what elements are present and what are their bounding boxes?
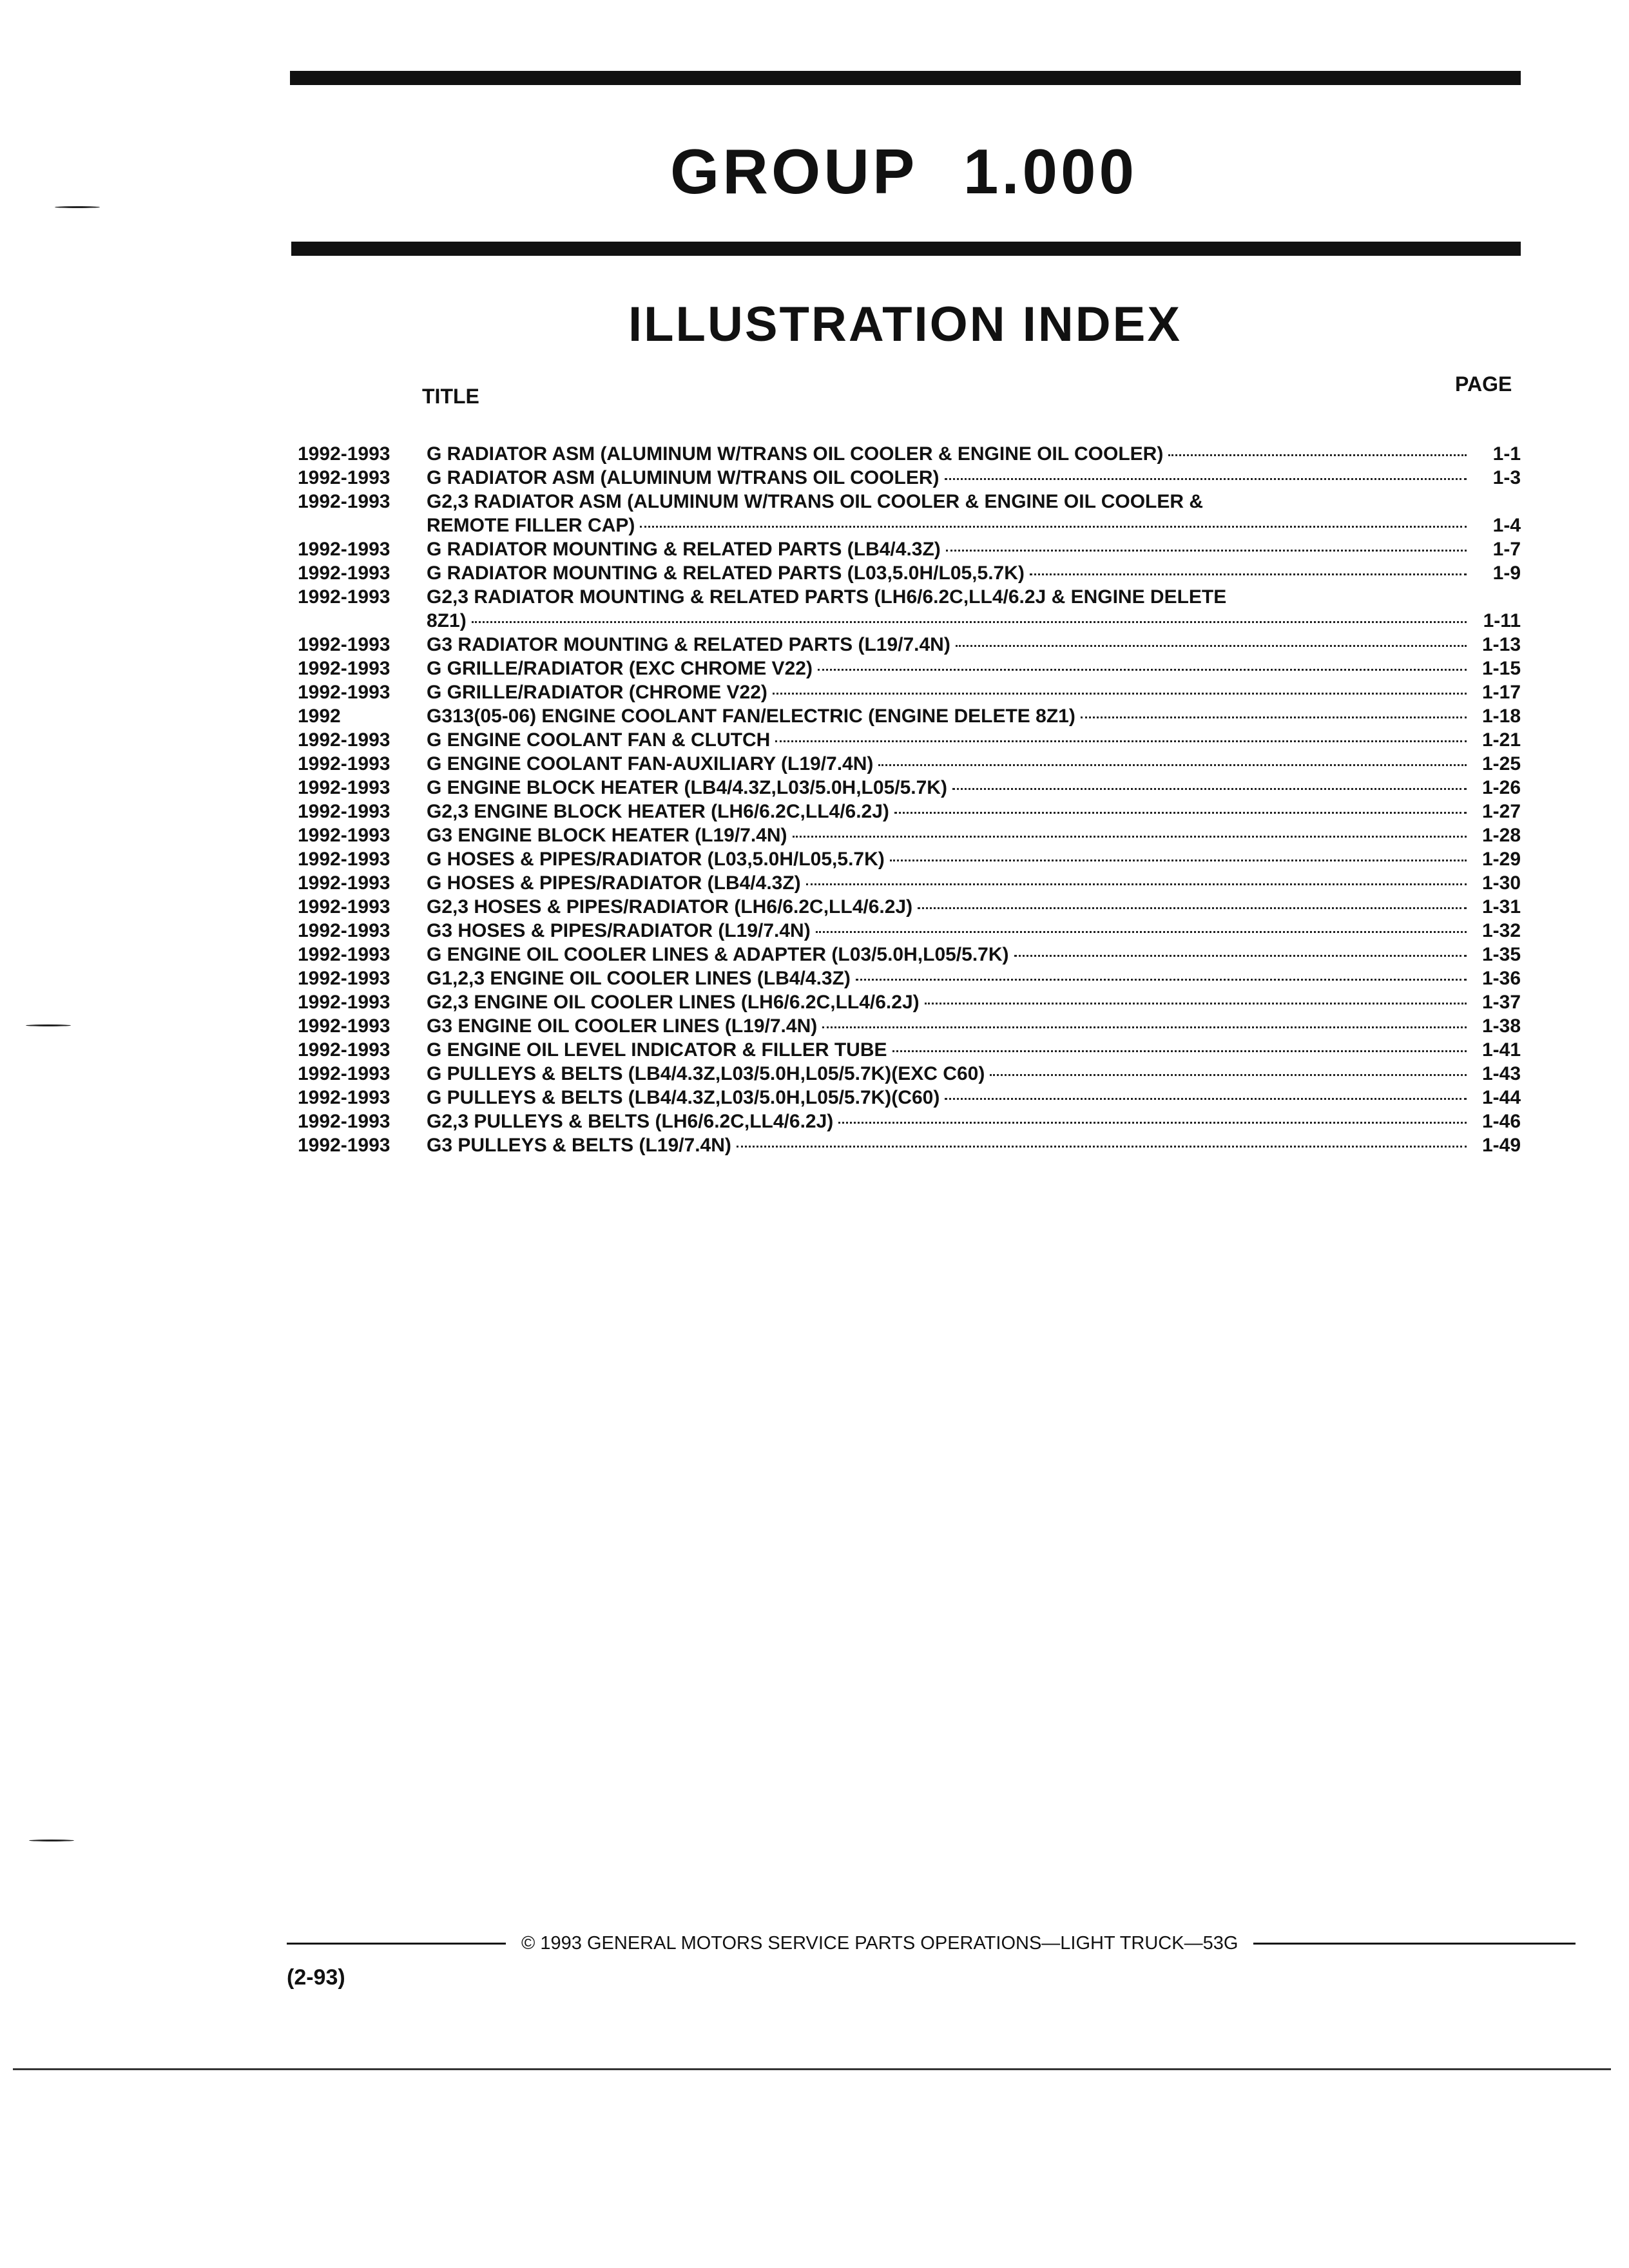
dot-leader <box>945 1097 1467 1100</box>
entry-page: 1-49 <box>1481 1135 1521 1156</box>
index-entry <box>298 920 1521 944</box>
entry-title: G GRILLE/RADIATOR (EXC CHROME V22) <box>427 658 813 679</box>
dot-leader <box>822 1026 1467 1028</box>
index-entry <box>298 586 1521 634</box>
entry-year: 1992-1993 <box>298 753 390 774</box>
entry-title: G ENGINE OIL COOLER LINES & ADAPTER (L03/5.0H,L05/5.7K) <box>427 944 1009 965</box>
dot-leader <box>892 1050 1467 1052</box>
entry-year: 1992-1993 <box>298 491 390 512</box>
index-entry <box>298 1063 1521 1087</box>
index-entry <box>298 491 1521 539</box>
dot-leader <box>838 1121 1467 1124</box>
scan-mark <box>55 206 100 208</box>
dot-leader <box>946 549 1467 552</box>
entry-title: G ENGINE COOLANT FAN & CLUTCH <box>427 729 771 751</box>
entry-page: 1-30 <box>1481 872 1521 894</box>
index-entry <box>298 729 1521 753</box>
entry-page: 1-3 <box>1492 467 1521 488</box>
entry-page: 1-15 <box>1481 658 1521 679</box>
dot-leader <box>472 620 1467 623</box>
entry-year: 1992-1993 <box>298 872 390 894</box>
index-entry <box>298 682 1521 706</box>
index-entry <box>298 1087 1521 1111</box>
index-entry <box>298 944 1521 968</box>
dot-leader <box>1081 716 1467 718</box>
dot-leader <box>890 859 1467 861</box>
index-entry <box>298 896 1521 920</box>
entry-year: 1992-1993 <box>298 586 390 608</box>
index-entry <box>298 634 1521 658</box>
entry-page: 1-1 <box>1492 443 1521 465</box>
entry-page: 1-11 <box>1483 610 1521 631</box>
entry-page: 1-13 <box>1481 634 1521 655</box>
entry-title: G2,3 PULLEYS & BELTS (LH6/6.2C,LL4/6.2J) <box>427 1111 834 1132</box>
entry-year: 1992-1993 <box>298 801 390 822</box>
index-entry <box>298 562 1521 586</box>
entry-page: 1-46 <box>1481 1111 1521 1132</box>
entry-page: 1-4 <box>1492 515 1521 536</box>
entry-year: 1992-1993 <box>298 443 390 465</box>
dot-leader <box>793 835 1467 838</box>
entry-title: G3 PULLEYS & BELTS (L19/7.4N) <box>427 1135 731 1156</box>
entry-year: 1992-1993 <box>298 467 390 488</box>
entry-page: 1-7 <box>1492 539 1521 560</box>
entry-year: 1992-1993 <box>298 825 390 846</box>
dot-leader <box>1014 954 1467 957</box>
middle-rule <box>291 242 1521 256</box>
index-entry <box>298 777 1521 801</box>
index-entry <box>298 1135 1521 1158</box>
entry-title: G RADIATOR MOUNTING & RELATED PARTS (LB4/4.3Z) <box>427 539 941 560</box>
bottom-scan-edge <box>13 2068 1611 2070</box>
illustration-index-list <box>298 443 1521 1158</box>
index-entry <box>298 992 1521 1015</box>
entry-year: 1992-1993 <box>298 658 390 679</box>
index-entry <box>298 658 1521 682</box>
dot-leader <box>918 907 1467 909</box>
entry-page: 1-41 <box>1481 1039 1521 1061</box>
entry-year: 1992-1993 <box>298 849 390 870</box>
entry-title: G3 RADIATOR MOUNTING & RELATED PARTS (L19/7.4N) <box>427 634 950 655</box>
entry-page: 1-35 <box>1481 944 1521 965</box>
dot-leader <box>806 883 1467 885</box>
entry-title: G2,3 ENGINE OIL COOLER LINES (LH6/6.2C,LL4/6.2J) <box>427 992 920 1013</box>
entry-title: G HOSES & PIPES/RADIATOR (LB4/4.3Z) <box>427 872 801 894</box>
dot-leader <box>1030 573 1467 575</box>
index-title: ILLUSTRATION INDEX <box>628 297 1182 352</box>
entry-title: G3 ENGINE OIL COOLER LINES (L19/7.4N) <box>427 1015 818 1037</box>
index-entry <box>298 968 1521 992</box>
entry-page: 1-43 <box>1481 1063 1521 1084</box>
entry-page: 1-36 <box>1481 968 1521 989</box>
entry-year: 1992-1993 <box>298 896 390 918</box>
scan-mark <box>29 1840 74 1841</box>
entry-year: 1992-1993 <box>298 1087 390 1108</box>
entry-title: G PULLEYS & BELTS (LB4/4.3Z,L03/5.0H,L05/5.7K)(EXC C60) <box>427 1063 985 1084</box>
scan-mark <box>26 1024 71 1026</box>
entry-year: 1992-1993 <box>298 634 390 655</box>
dot-leader <box>952 787 1467 790</box>
dot-leader <box>816 930 1467 933</box>
entry-page: 1-28 <box>1481 825 1521 846</box>
entry-title: G2,3 RADIATOR ASM (ALUMINUM W/TRANS OIL COOLER & ENGINE OIL COOLER & <box>427 491 1204 512</box>
index-entry <box>298 706 1521 729</box>
dot-leader <box>894 811 1467 814</box>
entry-year: 1992-1993 <box>298 1111 390 1132</box>
entry-year: 1992-1993 <box>298 1135 390 1156</box>
entry-page: 1-25 <box>1481 753 1521 774</box>
dot-leader <box>1168 454 1467 456</box>
dot-leader <box>737 1145 1467 1148</box>
index-entry <box>298 539 1521 562</box>
column-header-page: PAGE <box>1455 372 1512 396</box>
entry-title: G HOSES & PIPES/RADIATOR (L03,5.0H/L05,5.7K) <box>427 849 885 870</box>
entry-title: G2,3 ENGINE BLOCK HEATER (LH6/6.2C,LL4/6.2J) <box>427 801 889 822</box>
index-entry <box>298 1039 1521 1063</box>
entry-page: 1-21 <box>1481 729 1521 751</box>
footer <box>287 1933 1576 1954</box>
entry-title: G RADIATOR MOUNTING & RELATED PARTS (L03,5.0H/L05,5.7K) <box>427 562 1025 584</box>
index-entry <box>298 849 1521 872</box>
entry-title: G RADIATOR ASM (ALUMINUM W/TRANS OIL COOLER) <box>427 467 940 488</box>
index-entry <box>298 443 1521 467</box>
entry-title: G3 ENGINE BLOCK HEATER (L19/7.4N) <box>427 825 787 846</box>
entry-year: 1992-1993 <box>298 1063 390 1084</box>
entry-title: G3 HOSES & PIPES/RADIATOR (L19/7.4N) <box>427 920 811 941</box>
index-entry <box>298 467 1521 491</box>
index-entry <box>298 825 1521 849</box>
index-entry <box>298 753 1521 777</box>
entry-page: 1-38 <box>1481 1015 1521 1037</box>
dot-leader <box>956 644 1467 647</box>
entry-year: 1992-1993 <box>298 920 390 941</box>
entry-page: 1-32 <box>1481 920 1521 941</box>
dot-leader <box>856 978 1467 981</box>
entry-title: G2,3 HOSES & PIPES/RADIATOR (LH6/6.2C,LL4/6.2J) <box>427 896 913 918</box>
entry-page: 1-31 <box>1481 896 1521 918</box>
group-title: GROUP 1.000 <box>670 136 1138 207</box>
entry-title: G PULLEYS & BELTS (LB4/4.3Z,L03/5.0H,L05/5.7K)(C60) <box>427 1087 940 1108</box>
footer-rule-left <box>287 1943 506 1945</box>
column-header-title: TITLE <box>422 385 479 408</box>
dot-leader <box>640 525 1467 528</box>
dot-leader <box>775 740 1467 742</box>
dot-leader <box>773 692 1467 695</box>
footer-copyright: © 1993 GENERAL MOTORS SERVICE PARTS OPERATIONS—LIGHT TRUCK—53G <box>521 1933 1239 1954</box>
footer-rule-right <box>1253 1943 1576 1945</box>
dot-leader <box>945 477 1467 480</box>
entry-year: 1992-1993 <box>298 944 390 965</box>
entry-page: 1-26 <box>1481 777 1521 798</box>
entry-title: REMOTE FILLER CAP) <box>427 515 635 536</box>
index-entry <box>298 1015 1521 1039</box>
entry-year: 1992-1993 <box>298 777 390 798</box>
entry-year: 1992-1993 <box>298 539 390 560</box>
entry-title: G ENGINE OIL LEVEL INDICATOR & FILLER TUBE <box>427 1039 887 1061</box>
entry-year: 1992 <box>298 706 341 727</box>
dot-leader <box>878 764 1467 766</box>
footer-date-code: (2-93) <box>287 1965 345 1990</box>
entry-title: G ENGINE COOLANT FAN-AUXILIARY (L19/7.4N) <box>427 753 874 774</box>
entry-title: G1,2,3 ENGINE OIL COOLER LINES (LB4/4.3Z) <box>427 968 851 989</box>
index-entry <box>298 801 1521 825</box>
entry-year: 1992-1993 <box>298 729 390 751</box>
entry-title: G GRILLE/RADIATOR (CHROME V22) <box>427 682 767 703</box>
entry-title: G RADIATOR ASM (ALUMINUM W/TRANS OIL COOLER & ENGINE OIL COOLER) <box>427 443 1164 465</box>
dot-leader <box>925 1002 1467 1004</box>
entry-year: 1992-1993 <box>298 682 390 703</box>
entry-page: 1-27 <box>1481 801 1521 822</box>
entry-title: G313(05-06) ENGINE COOLANT FAN/ELECTRIC (ENGINE DELETE 8Z1) <box>427 706 1075 727</box>
top-rule <box>290 71 1521 85</box>
entry-year: 1992-1993 <box>298 968 390 989</box>
index-entry <box>298 872 1521 896</box>
dot-leader <box>818 668 1467 671</box>
entry-page: 1-44 <box>1481 1087 1521 1108</box>
entry-title: G ENGINE BLOCK HEATER (LB4/4.3Z,L03/5.0H,L05/5.7K) <box>427 777 947 798</box>
entry-year: 1992-1993 <box>298 562 390 584</box>
entry-page: 1-18 <box>1481 706 1521 727</box>
entry-page: 1-29 <box>1481 849 1521 870</box>
entry-year: 1992-1993 <box>298 992 390 1013</box>
entry-page: 1-17 <box>1481 682 1521 703</box>
entry-page: 1-37 <box>1481 992 1521 1013</box>
dot-leader <box>990 1073 1467 1076</box>
entry-year: 1992-1993 <box>298 1015 390 1037</box>
index-entry <box>298 1111 1521 1135</box>
entry-title: 8Z1) <box>427 610 467 631</box>
entry-year: 1992-1993 <box>298 1039 390 1061</box>
entry-title: G2,3 RADIATOR MOUNTING & RELATED PARTS (LH6/6.2C,LL4/6.2J & ENGINE DELETE <box>427 586 1227 608</box>
entry-page: 1-9 <box>1492 562 1521 584</box>
